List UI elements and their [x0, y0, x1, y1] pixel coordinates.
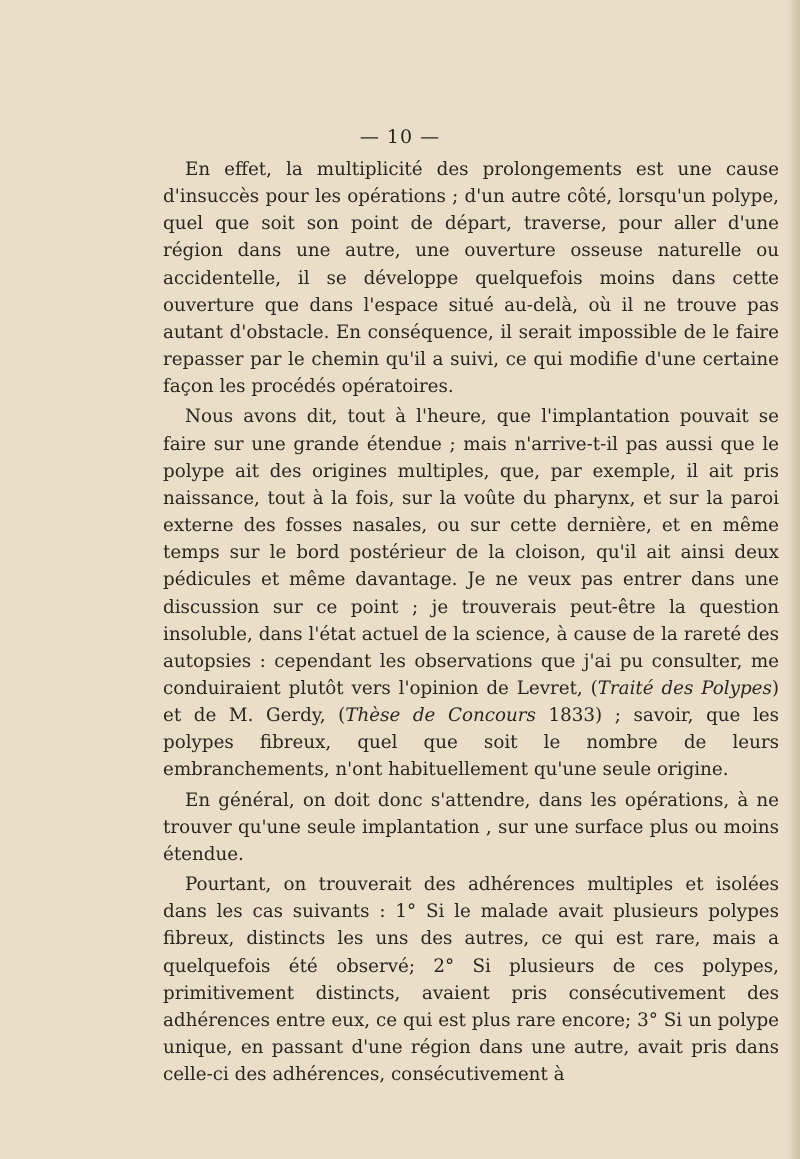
paragraph-1: En effet, la multiplicité des prolongements est une cause d'insuccès pour les opérations ; d'un autre côté, lorsqu'un polype, quel que soit son point de départ, traverse, pour aller d'une région dans une autre, une ouverture osseuse naturelle ou accidentelle, il se développe quelquefois moins dans cette ouverture que dans l'espace situé au-delà, où il ne trouve pas autant d'obstacle. En conséquence, il serait impossible de le faire repasser par le chemin qu'il a suivi, ce qui modifie d'une certaine façon les procédés opératoires.	[163, 159, 779, 398]
paragraph-3: En général, on doit donc s'attendre, dans les opérations, à ne trouver qu'une seule implantation , sur une surface plus ou moins étendue.	[163, 789, 779, 865]
paragraph-2-middle: ) et de M. Gerdy, (	[163, 677, 779, 727]
body-text	[163, 156, 779, 1088]
citation-levret: Traité des Polypes	[597, 677, 772, 699]
paragraph-2-start: Nous avons dit, tout à l'heure, que l'implantation pouvait se faire sur une grande étendue ; mais n'arrive-t-il pas aussi que le polype ait des origines multiples, que, par exemple, il ait pris naissance, tout à la fois, sur la voûte du pharynx, et sur la paroi externe des fosses nasales, ou sur cette dernière, et en même temps sur le bord postérieur de la cloison, qu'il ait ainsi deux pédicules et même davantage. Je ne veux pas entrer dans une discussion sur ce point ; je trouverais peut-être la question insoluble, dans l'état actuel de la science, à cause de la rareté des autopsies : cependant les observations que j'ai pu consulter, me conduiraient plutôt vers l'opinion de Levret, (	[163, 406, 779, 699]
citation-gerdy: Thèse de Concours	[345, 705, 536, 727]
paragraph-4: Pourtant, on trouverait des adhérences multiples et isolées dans les cas suivants : 1° Si le malade avait plusieurs polypes fibreux, distincts les uns des autres, ce qui est rare, mais a quelquefois été observé; 2° Si plusieurs de ces polypes, primitivement distincts, avaient pris consécutivement des adhérences entre eux, ce qui est plus rare encore; 3° Si un polype unique, en passant d'une région dans une autre, avait pris dans celle-ci des adhérences, consécutivement à	[163, 874, 779, 1086]
paragraph-2	[163, 403, 779, 783]
page-number: — 10 —	[359, 126, 441, 148]
paragraph-2-end: 1833) ; savoir, que les polypes fibreux, quel que soit le nombre de leurs embranchements, n'ont habituellement qu'une seule origine.	[163, 705, 779, 781]
